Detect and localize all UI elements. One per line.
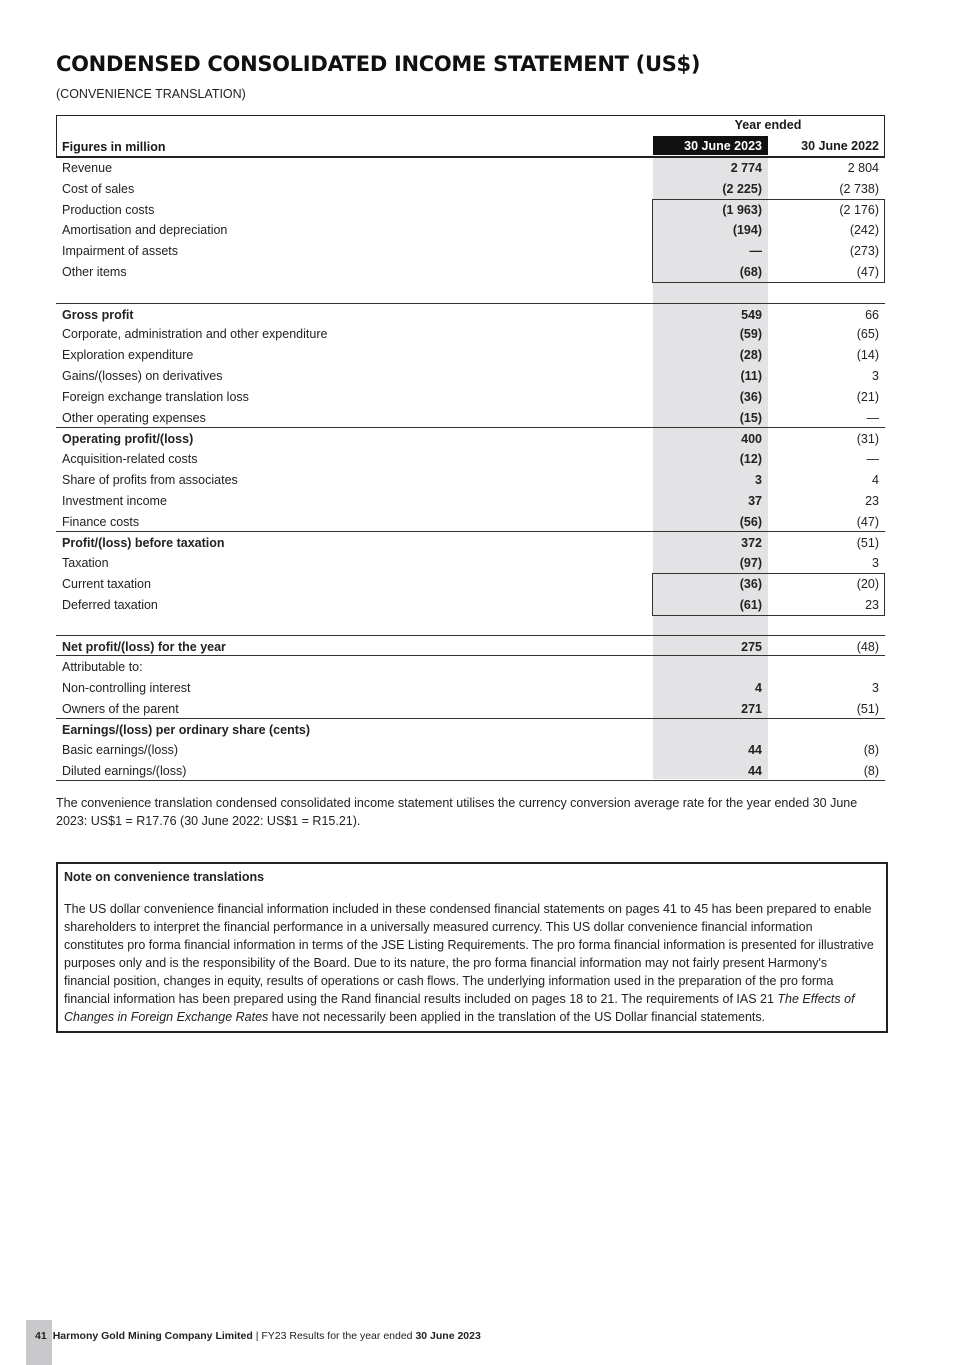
table-row-net-profit xyxy=(56,635,885,656)
value-2022: (14) xyxy=(856,348,879,363)
value-2022: 4 xyxy=(872,472,879,487)
value-2023: (97) xyxy=(739,556,762,571)
value-2023: (1 963) xyxy=(722,202,762,217)
cost-of-sales-breakdown-box xyxy=(652,199,885,283)
value-2022: (31) xyxy=(856,432,879,447)
value-2022: (65) xyxy=(856,327,879,342)
row-label: Profit/(loss) before taxation xyxy=(62,536,225,551)
row-label: Other items xyxy=(62,264,127,279)
conversion-rate-footnote: The convenience translation condensed consolidated income statement utilises the currency conversion average rate for the year ended 30 June 2023: US$1 = R17.76 (30 June 2022: US$1 = R15.21). xyxy=(56,796,858,828)
value-2023: 3 xyxy=(755,472,762,487)
value-2023: (68) xyxy=(739,264,762,279)
table-row-operating-profit xyxy=(56,427,885,448)
value-2023: (11) xyxy=(740,368,762,383)
page-title: CONDENSED CONSOLIDATED INCOME STATEMENT (US$) xyxy=(56,52,701,76)
value-2022: (21) xyxy=(856,389,879,404)
value-2023: 44 xyxy=(748,743,762,758)
row-label: Finance costs xyxy=(62,514,140,529)
value-2022: (273) xyxy=(849,244,879,259)
value-2022: 3 xyxy=(872,556,879,571)
table-row-derivatives xyxy=(56,365,885,386)
table-row-revenue xyxy=(56,157,885,178)
row-label: Other operating expenses xyxy=(62,410,206,425)
table-row-spacer xyxy=(56,282,885,303)
value-2023: (28) xyxy=(739,348,762,363)
value-2022: (48) xyxy=(856,640,879,655)
value-2023: (2 225) xyxy=(722,181,762,196)
table-row-corporate-expenditure xyxy=(56,323,885,344)
table-row-owners-of-parent xyxy=(56,698,885,719)
table-row-spacer xyxy=(56,615,885,636)
table-row-non-controlling-interest xyxy=(56,677,885,698)
table-row-exploration xyxy=(56,344,885,365)
table-row-cost-of-sales xyxy=(56,178,885,199)
row-label: Revenue xyxy=(62,161,113,175)
note-title: Note on convenience translations xyxy=(64,870,265,884)
row-label: Current taxation xyxy=(62,576,151,591)
value-2023: (36) xyxy=(739,576,762,591)
row-label: Operating profit/(loss) xyxy=(62,432,194,447)
table-row-investment-income xyxy=(56,490,885,511)
taxation-breakdown-box xyxy=(652,573,885,616)
table-row-finance-costs xyxy=(56,511,885,532)
value-2022: 23 xyxy=(865,597,879,612)
value-2022: (2 176) xyxy=(839,202,879,217)
row-label: Basic earnings/(loss) xyxy=(62,743,179,758)
row-label: Impairment of assets xyxy=(62,244,179,259)
col-header-2023: 30 June 2023 xyxy=(653,136,768,155)
value-2022: (2 738) xyxy=(839,181,879,196)
value-2022: (51) xyxy=(856,536,879,551)
value-2022: (51) xyxy=(856,701,879,716)
row-label: Corporate, administration and other expenditure xyxy=(62,327,328,342)
value-2022: (242) xyxy=(849,223,879,238)
value-2023: 4 xyxy=(755,680,762,695)
year-ended-header: Year ended xyxy=(734,118,802,132)
page-number: 41 xyxy=(35,1330,47,1342)
table-row-basic-earnings xyxy=(56,739,885,760)
value-2023: 271 xyxy=(741,701,762,716)
footer-page-tab xyxy=(26,1320,52,1365)
table-row-associates xyxy=(56,469,885,490)
row-label: Cost of sales xyxy=(62,181,135,196)
row-label: Share of profits from associates xyxy=(62,472,238,487)
value-2023: (36) xyxy=(739,389,762,404)
value-2023: 400 xyxy=(741,432,762,447)
value-2023: (56) xyxy=(739,514,762,529)
row-label: Foreign exchange translation loss xyxy=(62,389,249,404)
note-body-text-end: have not necessarily been applied in the translation of the US Dollar financial statements. xyxy=(268,1010,766,1024)
value-2022: (47) xyxy=(856,264,879,279)
value-2023: 2 774 xyxy=(730,161,762,175)
value-2023: 275 xyxy=(741,640,762,655)
value-2023: (194) xyxy=(732,223,762,238)
value-2023: 549 xyxy=(741,307,762,322)
row-label: Acquisition-related costs xyxy=(62,452,198,467)
table-row-profit-before-tax xyxy=(56,531,885,552)
page-footer xyxy=(35,1330,481,1342)
value-2023: (61) xyxy=(739,597,762,612)
note-body-text: The US dollar convenience financial information included in these condensed financial statements on pages 41 to 45 has been prepared to enable shareholders to interpret the financial performance in a universally measured currency. This US dollar convenience financial information constitutes pro forma financial information in terms of the JSE Listing Requirements. The pro forma financial information is presented for illustrative purposes only and is the responsibility of the Board. Due to its nature, the pro forma financial information may not fairly present Harmony's financial position, changes in equity, results of operations or cash flows. The underlying information used in the preparation of the pro forma financial information has been prepared using the Rand financial results included on pages 18 to 21. The requirements of IAS 21 xyxy=(64,902,874,1006)
value-2022: (20) xyxy=(856,576,879,591)
row-label: Exploration expenditure xyxy=(62,348,194,363)
row-label: Net profit/(loss) for the year xyxy=(62,640,226,655)
col-header-2022: 30 June 2022 xyxy=(801,139,879,153)
footer-separator: | xyxy=(252,1330,262,1342)
table-row-earnings-per-share-header xyxy=(56,719,885,740)
row-label: Earnings/(loss) per ordinary share (cents) xyxy=(62,722,310,737)
row-label: Investment income xyxy=(62,493,167,508)
value-2022: 3 xyxy=(872,680,879,695)
value-2022: (8) xyxy=(863,764,879,779)
table-row-other-operating-expenses xyxy=(56,407,885,428)
value-2022: 66 xyxy=(865,307,879,322)
value-2023: (12) xyxy=(739,452,762,467)
row-label: Attributable to: xyxy=(62,660,143,675)
value-2022: — xyxy=(866,452,879,467)
row-label: Gross profit xyxy=(62,307,134,322)
value-2023: (59) xyxy=(739,327,762,342)
footer-report: FY23 Results for the year ended xyxy=(261,1330,416,1342)
value-2022: 2 804 xyxy=(847,161,879,175)
value-2022: (8) xyxy=(863,743,879,758)
row-label: Non-controlling interest xyxy=(62,680,191,695)
row-label: Diluted earnings/(loss) xyxy=(62,764,187,779)
row-label: Production costs xyxy=(62,202,155,217)
table-row-acquisition-costs xyxy=(56,448,885,469)
figures-in-million-header: Figures in million xyxy=(62,140,166,154)
note-body xyxy=(64,900,874,1026)
row-label: Taxation xyxy=(62,556,109,571)
table-row-gross-profit xyxy=(56,303,885,324)
row-label: Gains/(losses) on derivatives xyxy=(62,368,223,383)
note-body-ias21-title: The Effects of Changes in Foreign Exchange Rates xyxy=(64,992,855,1024)
table-row-fx-loss xyxy=(56,386,885,407)
page-subtitle: (CONVENIENCE TRANSLATION) xyxy=(56,87,246,101)
table-row-diluted-earnings xyxy=(56,760,885,781)
value-2023: — xyxy=(749,244,762,259)
table-row-taxation xyxy=(56,552,885,573)
row-label: Deferred taxation xyxy=(62,597,158,612)
table-row-attributable-to xyxy=(56,656,885,677)
value-2022: 3 xyxy=(872,368,879,383)
value-2023: 44 xyxy=(748,764,762,779)
row-label: Owners of the parent xyxy=(62,701,179,716)
value-2022: (47) xyxy=(856,514,879,529)
value-2022: — xyxy=(866,410,879,425)
value-2022: 23 xyxy=(865,493,879,508)
value-2023: 37 xyxy=(748,493,762,508)
value-2023: (15) xyxy=(739,410,762,425)
row-label: Amortisation and depreciation xyxy=(62,223,228,238)
footer-company: Harmony Gold Mining Company Limited xyxy=(52,1330,253,1342)
footer-date: 30 June 2023 xyxy=(415,1330,481,1342)
convenience-translation-note xyxy=(56,862,888,1033)
value-2023: 372 xyxy=(741,536,762,551)
